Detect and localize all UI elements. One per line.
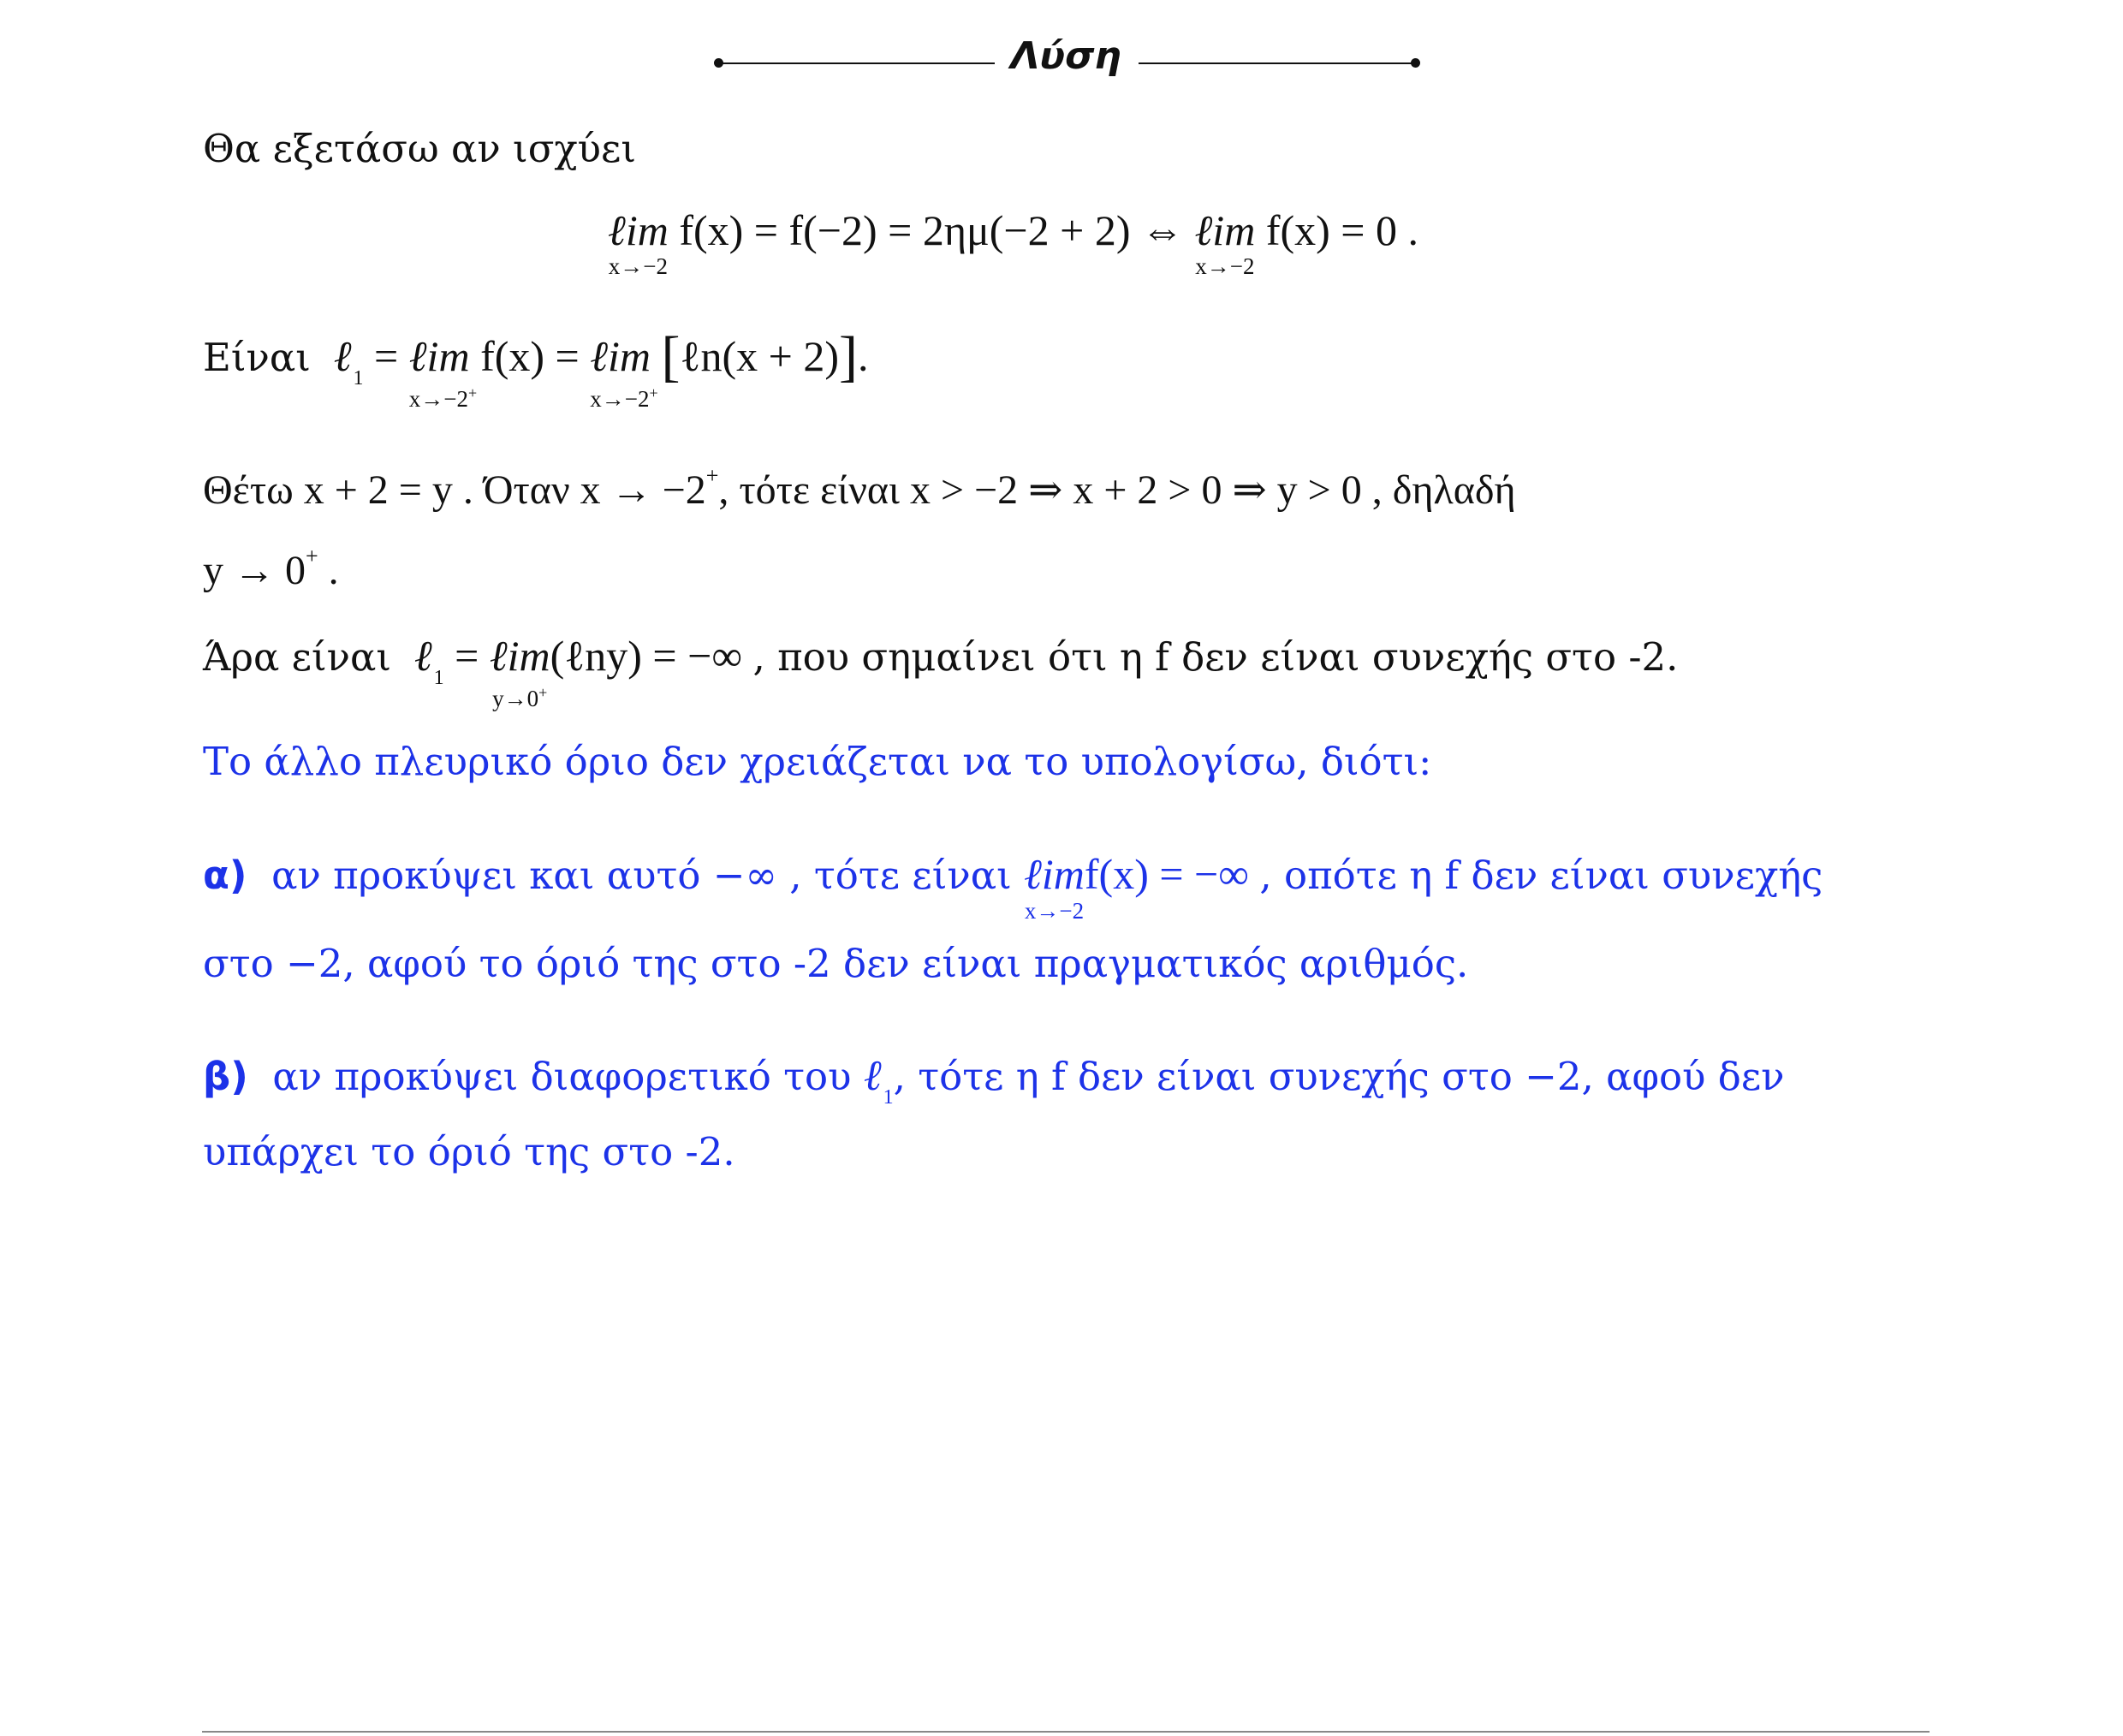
limit-operator (1024, 850, 1085, 924)
ell-symbol: ℓ (333, 332, 352, 380)
limit-subscript-sup: + (649, 384, 658, 401)
limit-subscript: x→−2 (1195, 253, 1255, 279)
limit-symbol: ℓim (1194, 206, 1256, 254)
ell-subscript: 1 (433, 667, 444, 689)
item-b-line-2: υπάρχει το όριό της στο -2. (203, 1129, 735, 1174)
substitution-text: Θέτω x + 2 = y . Όταν x → −2 (203, 467, 706, 513)
substitution-line-2 (203, 532, 339, 595)
ell-subscript: 1 (353, 367, 364, 389)
limit-subscript (408, 382, 478, 412)
conclusion-text: , που σημαίνει ότι η f δεν είναι συνεχής στο -2. (752, 634, 1679, 680)
equation-result: f(x) = 0 . (1265, 206, 1418, 254)
limit-subscript: x→−2 (608, 253, 669, 279)
item-b-marker: β) (203, 1054, 248, 1099)
note-sentence: Το άλλο πλευρικό όριο δεν χρειάζεται να το υπολογίσω, διότι: (203, 739, 1432, 784)
item-a-text: αν προκύψει και αυτό −∞ , τότε είναι (271, 853, 1012, 898)
footer-rule (202, 1731, 1930, 1733)
limit-operator (489, 632, 550, 711)
superscript-plus: + (306, 544, 318, 568)
item-a-marker: α) (203, 853, 247, 898)
limit-operator (590, 332, 658, 412)
limit-subscript (590, 382, 658, 412)
intro-sentence: Θα εξετάσω αν ισχύει (203, 126, 636, 171)
limit-target: y → 0 (203, 548, 306, 593)
item-a-text-cont: , οπότε η f δεν είναι συνεχής (1259, 853, 1823, 898)
conclusion-line (203, 632, 1679, 711)
ell-symbol: ℓ (863, 1051, 882, 1099)
item-a-line-1 (203, 850, 1823, 924)
equals-sign: = (455, 632, 479, 680)
header-right-rule (1139, 62, 1412, 64)
bracket-close: ] (838, 325, 858, 388)
limit-subscript (490, 681, 550, 710)
definition-line (203, 325, 869, 412)
limit-operator (608, 205, 669, 279)
superscript-plus: + (705, 463, 719, 488)
lead-words: Άρα είναι (203, 634, 391, 680)
bracket-content: ℓn(x + 2) (680, 332, 839, 380)
ell-symbol: ℓ (413, 632, 432, 680)
limit-subscript-sup: + (467, 384, 478, 401)
substitution-text-cont: , τότε είναι x > −2 ⇒ x + 2 > 0 ⇒ y > 0 , δηλαδή (718, 467, 1516, 513)
solution-header (711, 33, 1421, 92)
item-b-text: αν προκύψει διαφορετικό του (272, 1054, 852, 1099)
limit-symbol: ℓim (590, 332, 651, 380)
limit-subscript: x→−2 (1024, 898, 1085, 924)
limit-symbol: ℓim (608, 206, 669, 254)
limit-subscript-base: x→−2 (590, 386, 650, 412)
header-right-dot (1411, 58, 1420, 68)
limit-value: f(x) = −∞ (1084, 850, 1249, 898)
limit-symbol: ℓim (1024, 850, 1085, 898)
limit-subscript-base: y→0 (492, 686, 539, 711)
limit-subscript-base: x→−2 (408, 386, 468, 412)
limit-symbol: ℓim (489, 632, 550, 680)
limit-subscript-sup: + (538, 684, 548, 701)
limit-value: (ℓny) = −∞ (550, 632, 742, 680)
end-period: . (318, 548, 339, 593)
limit-operator (1194, 205, 1256, 279)
lead-word: Είναι (203, 335, 311, 380)
ell-subscript: 1 (883, 1086, 894, 1109)
limit-operator (408, 332, 478, 412)
bracket-open: [ (661, 325, 681, 388)
equation-expression: f(x) = f(−2) = 2ημ(−2 + 2) ⇔ (679, 206, 1184, 254)
header-left-rule (721, 62, 995, 64)
substitution-line-1 (203, 452, 1516, 514)
solution-title: Λύση (1010, 34, 1121, 78)
item-b-line-1 (203, 1051, 1785, 1121)
equation-expression: f(x) = (480, 332, 580, 380)
end-period: . (857, 332, 869, 380)
item-a-line-2: στο −2, αφού το όριό της στο -2 δεν είναι πραγματικός αριθμός. (203, 941, 1469, 986)
display-equation (608, 205, 1418, 279)
equals-sign: = (374, 332, 399, 380)
limit-symbol: ℓim (408, 332, 470, 380)
item-b-text-cont: , τότε η f δεν είναι συνεχής στο −2, αφού δεν (893, 1054, 1785, 1099)
